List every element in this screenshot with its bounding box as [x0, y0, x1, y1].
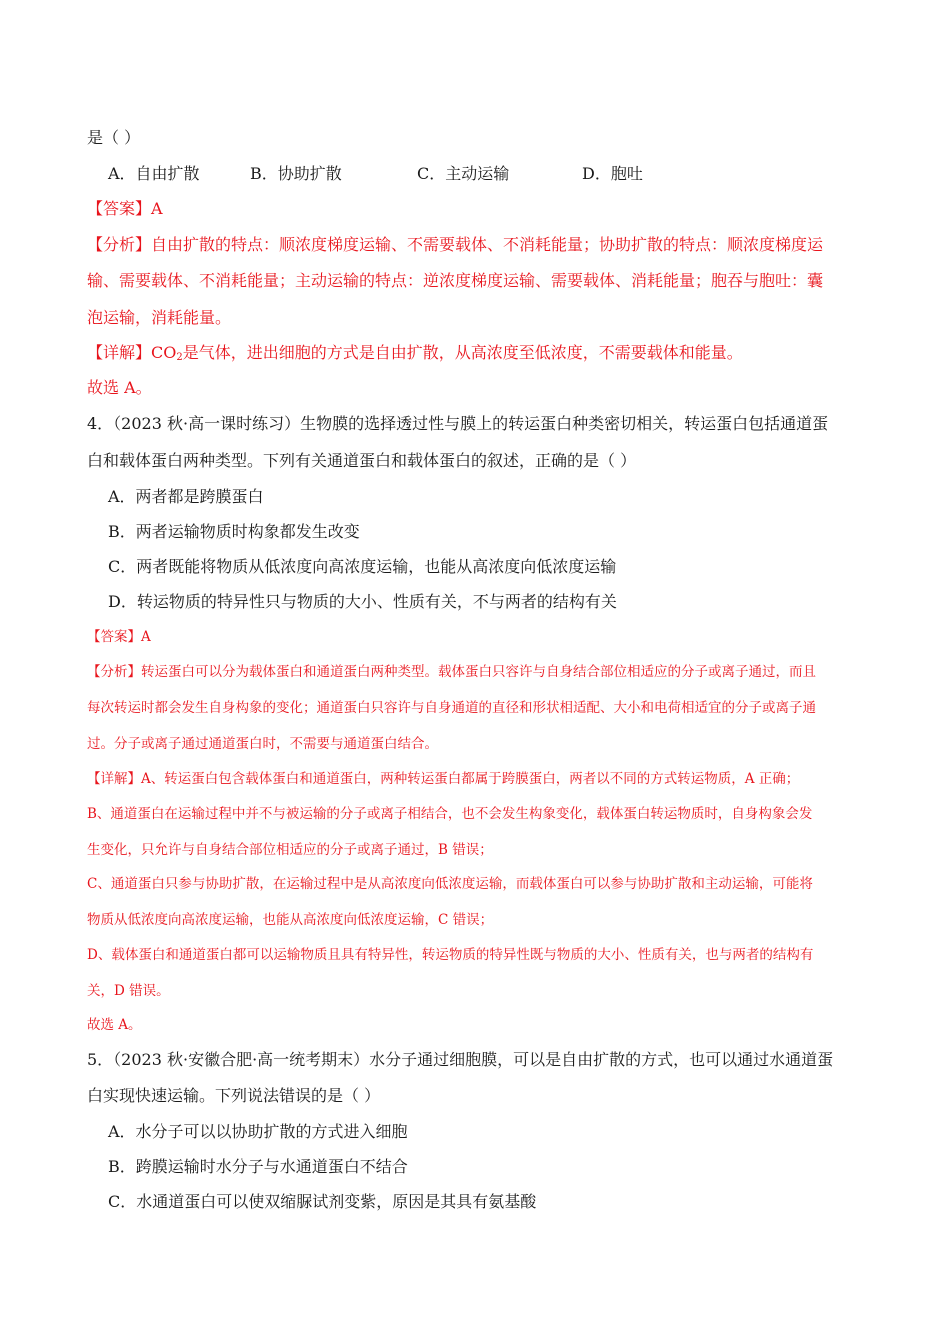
- q4-detail-line: 生变化，只允许与自身结合部位相适应的分子或离子通过，B 错误；: [87, 842, 493, 858]
- q4-option-c: C．两者既能将物质从低浓度向高浓度运输，也能从高浓度向低浓度运输: [108, 557, 617, 576]
- q3-option-b: B．协助扩散: [250, 164, 342, 183]
- q4-detail-line: D、载体蛋白和通道蛋白都可以运输物质且具有特异性，转运物质的特异性既与物质的大小、性质有关，也与两者的结构有: [87, 947, 814, 963]
- q5-option-a: A．水分子可以以协助扩散的方式进入细胞: [108, 1122, 408, 1141]
- q5-option-c: C．水通道蛋白可以使双缩脲试剂变紫，原因是其具有氨基酸: [108, 1192, 537, 1211]
- q3-analysis-line: 泡运输，消耗能量。: [87, 308, 232, 327]
- q4-conclusion: 故选 A。: [87, 1017, 142, 1033]
- q4-detail-line: 物质从低浓度向高浓度运输，也能从高浓度向低浓度运输，C 错误；: [87, 912, 494, 928]
- q4-analysis-line: 【分析】转运蛋白可以分为载体蛋白和通道蛋白两种类型。载体蛋白只容许与自身结合部位相适应的分子或离子通过，而且: [87, 664, 816, 680]
- q4-analysis-line: 每次转运时都会发生自身构象的变化；通道蛋白只容许与自身通道的直径和形状相适配、大小和电荷相适宜的分子或离子通: [87, 700, 816, 716]
- q4-option-d: D．转运物质的特异性只与物质的大小、性质有关，不与两者的结构有关: [108, 592, 617, 611]
- q3-option-c: C．主动运输: [417, 164, 510, 183]
- q4-stem-line: 白和载体蛋白两种类型。下列有关通道蛋白和载体蛋白的叙述，正确的是（ ）: [87, 451, 637, 470]
- q3-detail-subscript: 2: [176, 352, 183, 363]
- q3-options-row: [108, 163, 883, 185]
- q4-detail-line: B、通道蛋白在运输过程中并不与被运输的分子或离子相结合，也不会发生构象变化，载体蛋白转运物质时，自身构象会发: [87, 806, 813, 822]
- q4-answer: 【答案】A: [87, 629, 151, 645]
- q3-stem-tail: 是（ ）: [87, 128, 141, 147]
- q4-option-a: A．两者都是跨膜蛋白: [108, 487, 264, 506]
- q4-detail-line: C、通道蛋白只参与协助扩散，在运输过程中是从高浓度向低浓度运输，而载体蛋白可以参与协助扩散和主动运输，可能将: [87, 876, 813, 892]
- q5-option-b: B．跨膜运输时水分子与水通道蛋白不结合: [108, 1157, 408, 1176]
- q3-option-a: A．自由扩散: [108, 164, 200, 183]
- q3-detail-prefix: 【详解】CO: [87, 343, 177, 362]
- q4-option-b: B．两者运输物质时构象都发生改变: [108, 522, 360, 541]
- q3-analysis-line: 【分析】自由扩散的特点：顺浓度梯度运输、不需要载体、不消耗能量；协助扩散的特点：顺浓度梯度运: [87, 235, 824, 254]
- q3-answer: 【答案】A: [87, 199, 163, 218]
- q3-conclusion: 故选 A。: [87, 378, 152, 397]
- q3-analysis-line: 输、需要载体、不消耗能量；主动运输的特点：逆浓度梯度运输、需要载体、消耗能量；胞吞与胞吐：囊: [87, 271, 824, 290]
- q3-detail: [87, 342, 862, 364]
- q3-detail-suffix: 是气体，进出细胞的方式是自由扩散，从高浓度至低浓度，不需要载体和能量。: [182, 343, 743, 362]
- q4-analysis-line: 过。分子或离子通过通道蛋白时，不需要与通道蛋白结合。: [87, 736, 438, 752]
- q3-option-d: D．胞吐: [582, 164, 643, 183]
- q4-detail-line: 【详解】A、转运蛋白包含载体蛋白和通道蛋白，两种转运蛋白都属于跨膜蛋白，两者以不同的方式转运物质，A 正确；: [87, 771, 800, 787]
- q5-stem-line: 5．（2023 秋·安徽合肥·高一统考期末）水分子通过细胞膜，可以是自由扩散的方式，也可以通过水通道蛋: [87, 1050, 834, 1069]
- q5-stem-line: 白实现快速运输。下列说法错误的是（ ）: [87, 1086, 381, 1105]
- q4-stem-line: 4．（2023 秋·高一课时练习）生物膜的选择透过性与膜上的转运蛋白种类密切相关，转运蛋白包括通道蛋: [87, 414, 829, 433]
- q4-detail-line: 关，D 错误。: [87, 983, 170, 999]
